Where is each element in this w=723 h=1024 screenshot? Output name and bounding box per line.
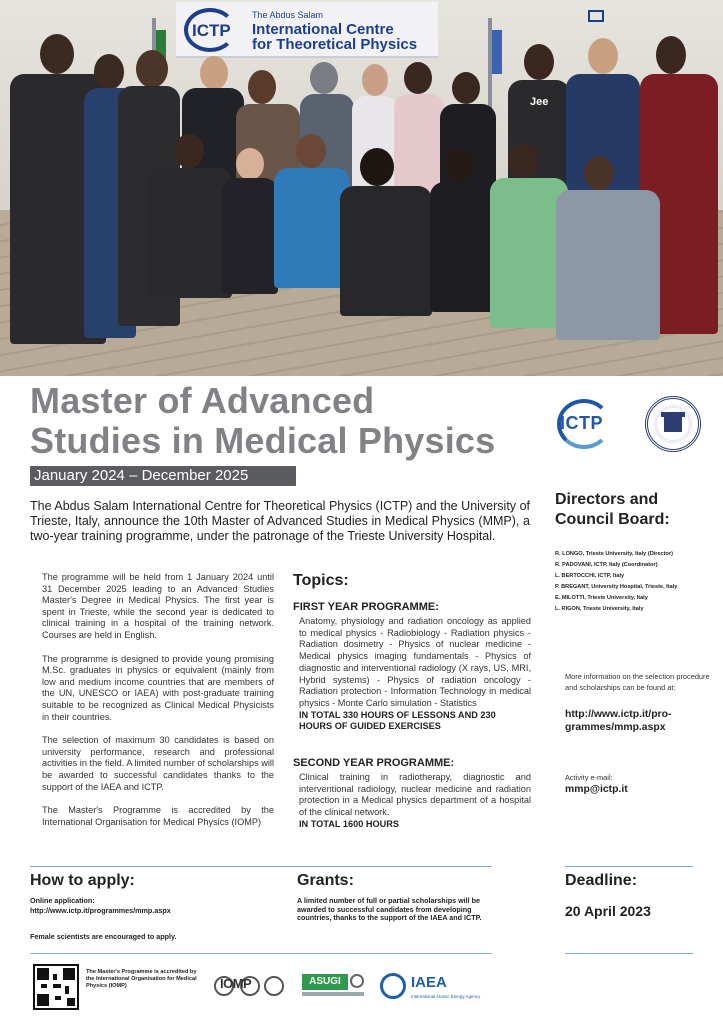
email-link[interactable]: mmp@ictp.it	[565, 784, 628, 795]
second-year-heading: SECOND YEAR PROGRAMME:	[293, 757, 455, 769]
programme-description	[42, 572, 274, 840]
description-paragraph: The selection of maximum 30 candidates is based on university performance, research and professional activities in the field. A limited number of scholarships will be awarded to successful candidates thanks to the support of the IAEA and ICTP.	[42, 735, 274, 792]
first-year-total: IN TOTAL 330 HOURS OF LESSONS AND 230 HOURS OF GUIDED EXERCISES	[299, 709, 496, 732]
grants-heading: Grants:	[297, 872, 354, 889]
deadline-date: 20 April 2023	[565, 903, 651, 919]
directors-list	[555, 549, 720, 615]
divider	[565, 866, 693, 867]
email-label: Activity e-mail:	[565, 773, 613, 782]
director-item: L. RIGON, Trieste University, Italy	[555, 606, 644, 612]
how-to-apply-heading: How to apply:	[30, 872, 135, 889]
date-banner: January 2024 – December 2025	[30, 466, 296, 486]
divider	[565, 953, 693, 954]
second-year-total: IN TOTAL 1600 HOURS	[299, 818, 400, 829]
divider	[30, 866, 492, 867]
application-url[interactable]: http://www.ictp.it/programmes/mmp.aspx	[30, 906, 171, 915]
second-year-text: Clinical training in radiotherapy, diagnostic and interventional radiology, nuclear medicine and radiation protection in a Medical physics department of a hospital of the clinical network.	[299, 772, 531, 818]
banner-small-text: The Abdus Salam	[252, 10, 324, 20]
flag-eu	[492, 30, 502, 74]
divider	[30, 953, 492, 954]
ictp-logo: ICTP	[555, 399, 613, 449]
female-scientists-note: Female scientists are encouraged to apply.	[30, 932, 177, 941]
topics-heading: Topics:	[293, 572, 349, 589]
iaea-logo: IAEA International Atomic Energy Agency	[378, 972, 493, 1002]
qr-code[interactable]	[33, 964, 79, 1010]
group-photo: ICTP The Abdus Salam International Centre for Theoretical Physics Jee	[0, 0, 723, 376]
first-year-heading: FIRST YEAR PROGRAMME:	[293, 601, 439, 613]
directors-heading: Directors and Council Board:	[555, 491, 670, 528]
director-item: L. BERTOCCHI, ICTP, Italy	[555, 573, 625, 579]
page-title: Master of Advanced Studies in Medical Physics	[30, 380, 496, 461]
description-paragraph: The programme is designed to provide young promising M.Sc. graduates in physics or equivalent (mainly from low and medium income countries that are members of the UN, UNESCO or IAEA) with post-graduate training suitable to be recognized as Clinical Medical Physicists in their countries.	[42, 653, 274, 722]
accreditation-note: The Master's Programme is accredited by the International Organisation for Medical Physics (IOMP)	[86, 969, 197, 989]
director-item: P. BREGANT, University Hospital, Trieste, Italy	[555, 584, 678, 590]
grants-text: A limited number of full or partial scholarships will be awarded to successful candidates from developing countries, thanks to the support of the IAEA and ICTP.	[297, 896, 482, 923]
ictp-banner-logo: ICTP	[184, 8, 236, 52]
intro-paragraph: The Abdus Salam International Centre for Theoretical Physics (ICTP) and the University of Trieste, Italy, announce the 10th Master of Advanced Studies in Medical Physics (MMP), a two-year training programme, under the patronage of the Trieste University Hospital.	[30, 499, 530, 543]
description-paragraph: The Master's Programme is accredited by the International Organisation for Medical Physics (IOMP)	[42, 805, 274, 827]
unesco-emblem	[588, 10, 604, 22]
director-item: R. PADOVANI, ICTP, Italy (Coordinator)	[555, 562, 658, 568]
university-trieste-seal	[645, 396, 701, 452]
ictp-wall-banner	[176, 2, 438, 58]
online-application-label: Online application:	[30, 896, 95, 905]
more-info-text: More information on the selection procedure and scholarships can be found at:	[565, 672, 710, 692]
director-item: E. MILOTTI, Trieste University, Italy	[555, 595, 648, 601]
asugi-logo: ASUGI	[302, 972, 364, 1000]
deadline-heading: Deadline:	[565, 872, 638, 889]
iomp-logo: IOMP	[214, 970, 288, 1002]
more-info-link[interactable]: http://www.ictp.it/pro- grammes/mmp.aspx	[565, 709, 672, 733]
description-paragraph: The programme will be held from 1 January 2024 until 31 December 2025 leading to an Advanced Studies Master's Degree in Medical Physics. The first year is spent in Trieste, while the second year is dedicated to clinical training in a hospital of the training network. Courses are held in English.	[42, 572, 274, 640]
first-year-programme	[293, 601, 531, 733]
first-year-text: Anatomy, physiology and radiation oncology as applied to medical physics - Radiobiology - Radiation physics - Radiation dosimetry - Physics of nuclear medicine - Medical physics imaging fundamentals - Physics of diagnostic and interventional radiology (X rays, US, MRI, Hybrid systems) - Physics of radiation oncology - Radiation protection - Information Technology in medical physics - Monte Carlo simulation - Statistics	[299, 616, 531, 708]
director-item: R. LONGO, Trieste University, Italy (Director)	[555, 551, 674, 557]
second-year-programme	[293, 757, 531, 831]
banner-title: International Centre for Theoretical Physics	[252, 21, 418, 53]
